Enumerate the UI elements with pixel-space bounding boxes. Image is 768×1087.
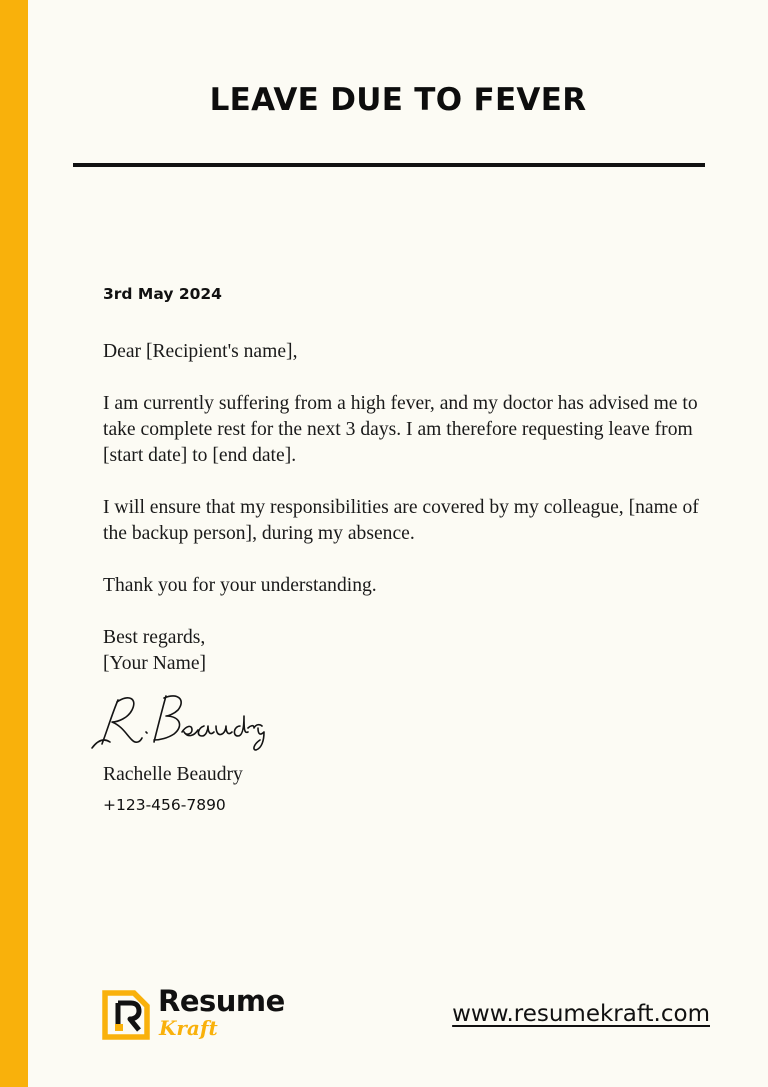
body-paragraph-2: I will ensure that my responsibilities are covered by my colleague, [name of the backup person], during my absence.: [103, 497, 699, 544]
title-divider: [73, 163, 705, 167]
closing-line: Best regards,: [103, 627, 206, 648]
body-paragraph-1: I am currently suffering from a high fever, and my doctor has advised me to take complete rest for the next 3 days. I am therefore requesting leave from [start date] to [end date].: [103, 393, 698, 466]
logo-wordmark-resume: Resume: [158, 984, 285, 1018]
closing-block: [103, 625, 703, 677]
logo-wordmark-kraft: Kraft: [159, 1016, 218, 1040]
resume-kraft-logo-icon: [102, 990, 150, 1040]
accent-side-bar: [0, 0, 28, 1087]
letter-date: 3rd May 2024: [103, 285, 222, 303]
website-link[interactable]: www.resumekraft.com: [452, 1001, 710, 1027]
page-title: LEAVE DUE TO FEVER: [209, 82, 587, 118]
salutation: Dear [Recipient's name],: [103, 341, 298, 362]
closing-name-placeholder: [Your Name]: [103, 653, 207, 674]
signature-image: [88, 688, 268, 754]
body-paragraph-3: Thank you for your understanding.: [103, 575, 377, 596]
signer-phone: +123-456-7890: [103, 796, 226, 814]
signer-name: Rachelle Beaudry: [103, 764, 243, 785]
